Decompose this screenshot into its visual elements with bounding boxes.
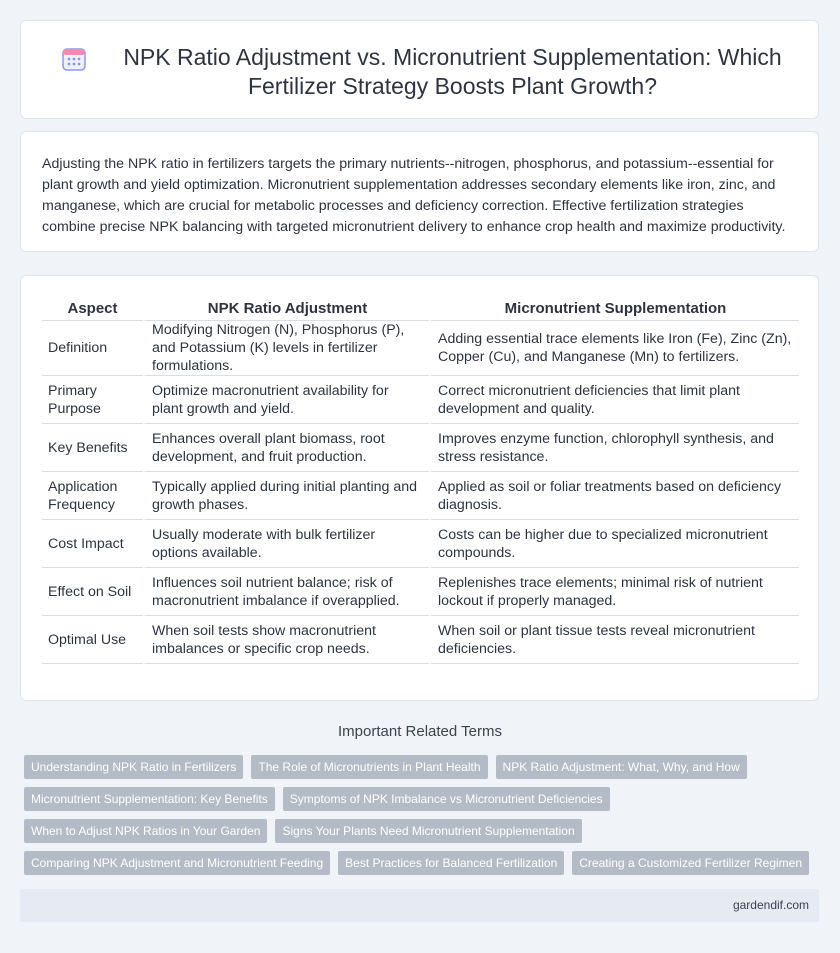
related-term-link[interactable]: Signs Your Plants Need Micronutrient Supplementation: [275, 819, 581, 843]
table-row: [42, 424, 799, 472]
cell-npk: Modifying Nitrogen (N), Phosphorus (P), and Potassium (K) levels in fertilizer formulations.: [143, 321, 429, 376]
header-aspect: Aspect: [42, 296, 143, 321]
cell-micronutrient: Improves enzyme function, chlorophyll synthesis, and stress resistance.: [429, 424, 799, 472]
related-term-link[interactable]: The Role of Micronutrients in Plant Health: [251, 755, 487, 779]
related-terms-title: Important Related Terms: [338, 723, 502, 740]
comparison-table: [42, 296, 799, 664]
footer-site-link[interactable]: gardendif.com: [732, 898, 809, 912]
title-card: [20, 20, 819, 119]
cell-micronutrient: Correct micronutrient deficiencies that limit plant development and quality.: [429, 376, 799, 424]
intro-paragraph: Adjusting the NPK ratio in fertilizers targets the primary nutrients--nitrogen, phosphorus, and potassium--essential for plant growth and yield optimization. Micronutrient supplementation addresses secondary elements like iron, zinc, and manganese, which are crucial for metabolic processes and deficiency correction. Effective fertilization strategies combine precise NPK balancing with targeted micronutrient delivery to enhance crop health and maximize productivity.: [42, 156, 786, 235]
footer: [20, 889, 819, 922]
cell-npk: Usually moderate with bulk fertilizer options available.: [143, 520, 429, 568]
table-header-row: [42, 296, 799, 321]
cell-npk: Influences soil nutrient balance; risk of macronutrient imbalance if overapplied.: [143, 568, 429, 616]
cell-aspect: Optimal Use: [42, 616, 143, 664]
table-row: [42, 376, 799, 424]
related-term-link[interactable]: Creating a Customized Fertilizer Regimen: [572, 851, 809, 875]
table-row: [42, 321, 799, 376]
calendar-icon: [61, 46, 87, 72]
table-row: [42, 568, 799, 616]
cell-aspect: Application Frequency: [42, 472, 143, 520]
cell-aspect: Primary Purpose: [42, 376, 143, 424]
tag-row: [24, 787, 824, 811]
tag-row: [24, 851, 824, 875]
tag-row: [24, 755, 824, 779]
cell-npk: Optimize macronutrient availability for plant growth and yield.: [143, 376, 429, 424]
comparison-card: [20, 275, 819, 701]
cell-aspect: Definition: [42, 321, 143, 376]
table-row: [42, 616, 799, 664]
related-term-link[interactable]: Comparing NPK Adjustment and Micronutrient Feeding: [24, 851, 330, 875]
related-term-link[interactable]: Understanding NPK Ratio in Fertilizers: [24, 755, 243, 779]
related-term-link[interactable]: Best Practices for Balanced Fertilization: [338, 851, 564, 875]
table-row: [42, 520, 799, 568]
related-terms-list: [24, 755, 824, 883]
cell-npk: Enhances overall plant biomass, root development, and fruit production.: [143, 424, 429, 472]
table-row: [42, 472, 799, 520]
related-term-link[interactable]: When to Adjust NPK Ratios in Your Garden: [24, 819, 267, 843]
tag-row: [24, 819, 824, 843]
cell-micronutrient: Replenishes trace elements; minimal risk of nutrient lockout if properly managed.: [429, 568, 799, 616]
cell-micronutrient: Applied as soil or foliar treatments based on deficiency diagnosis.: [429, 472, 799, 520]
cell-npk: Typically applied during initial planting and growth phases.: [143, 472, 429, 520]
cell-micronutrient: Costs can be higher due to specialized micronutrient compounds.: [429, 520, 799, 568]
header-micronutrient: Micronutrient Supplementation: [429, 296, 799, 321]
cell-micronutrient: Adding essential trace elements like Iron (Fe), Zinc (Zn), Copper (Cu), and Manganese (Mn) to fertilizers.: [429, 321, 799, 376]
cell-aspect: Effect on Soil: [42, 568, 143, 616]
related-term-link[interactable]: Symptoms of NPK Imbalance vs Micronutrient Deficiencies: [283, 787, 610, 811]
related-term-link[interactable]: NPK Ratio Adjustment: What, Why, and How: [496, 755, 747, 779]
page-title: NPK Ratio Adjustment vs. Micronutrient Supplementation: Which Fertilizer Strategy Boosts Plant Growth?: [123, 44, 782, 99]
cell-npk: When soil tests show macronutrient imbalances or specific crop needs.: [143, 616, 429, 664]
intro-card: [20, 131, 819, 252]
header-npk: NPK Ratio Adjustment: [143, 296, 429, 321]
cell-micronutrient: When soil or plant tissue tests reveal micronutrient deficiencies.: [429, 616, 799, 664]
cell-aspect: Key Benefits: [42, 424, 143, 472]
cell-aspect: Cost Impact: [42, 520, 143, 568]
related-term-link[interactable]: Micronutrient Supplementation: Key Benefits: [24, 787, 275, 811]
